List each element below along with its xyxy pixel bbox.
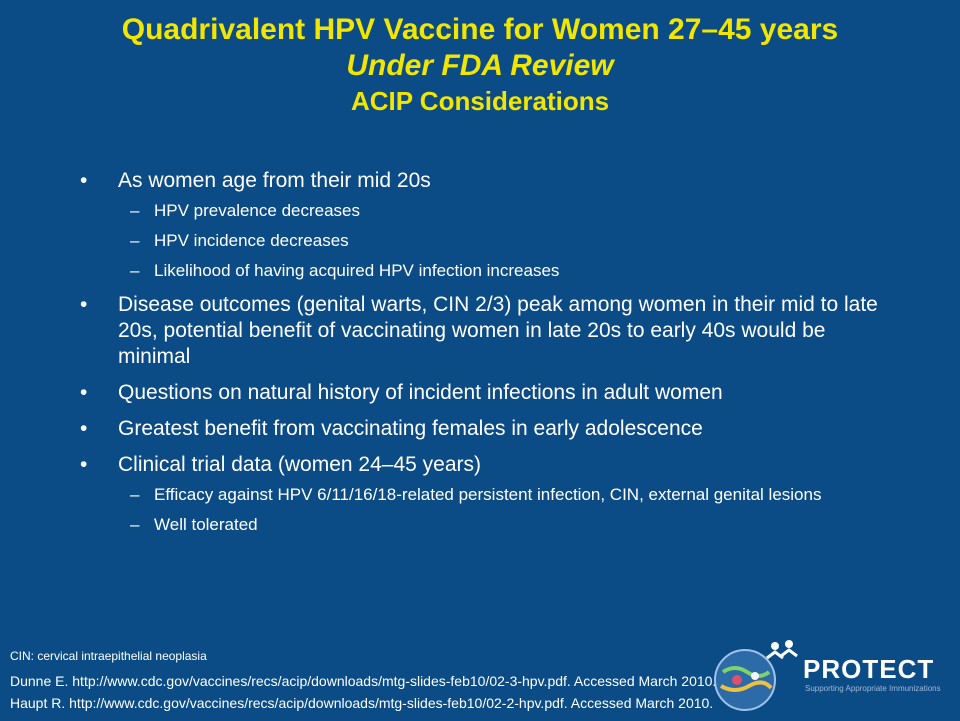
sub-bullet-item: – Well tolerated bbox=[118, 514, 890, 536]
logo-name: PROTECT bbox=[803, 654, 935, 684]
sub-bullet-item: – Efficacy against HPV 6/11/16/18-related persistent infection, CIN, external genital lesions bbox=[118, 484, 890, 506]
reference-item: Dunne E. http://www.cdc.gov/vaccines/recs/acip/downloads/mtg-slides-feb10/02-3-hpv.pdf. Accessed March 2010. bbox=[10, 673, 717, 689]
bullet-text: Questions on natural history of incident infections in adult women bbox=[118, 381, 723, 404]
sub-bullet-list bbox=[118, 484, 890, 536]
bullet-item bbox=[70, 380, 890, 406]
title-line-1: Quadrivalent HPV Vaccine for Women 27–45 years bbox=[121, 13, 839, 46]
bullet-list bbox=[70, 168, 890, 546]
sub-bullet-item: – HPV prevalence decreases bbox=[118, 200, 890, 222]
bullet-text: Greatest benefit from vaccinating females in early adolescence bbox=[118, 417, 703, 440]
title-line-2: Under FDA Review bbox=[346, 49, 614, 82]
sub-bullet-item: – Likelihood of having acquired HPV infection increases bbox=[118, 260, 890, 282]
logo-tagline: Supporting Appropriate Immunizations bbox=[805, 684, 941, 693]
bullet-item bbox=[70, 292, 890, 370]
sub-bullet-list bbox=[118, 200, 890, 282]
bullet-text: Clinical trial data (women 24–45 years) bbox=[118, 453, 481, 476]
references bbox=[10, 670, 955, 714]
bullet-item bbox=[70, 416, 890, 442]
bullet-text: As women age from their mid 20s bbox=[118, 169, 431, 192]
bullet-text: Disease outcomes (genital warts, CIN 2/3) peak among women in their mid to late 20s, potential benefit of vaccinating women in late 20s to early 40s would be minimal bbox=[118, 293, 878, 368]
reference-item: Haupt R. http://www.cdc.gov/vaccines/recs/acip/downloads/mtg-slides-feb10/02-2-hpv.pdf. Accessed March 2010. bbox=[10, 695, 714, 711]
footnote: CIN: cervical intraepithelial neoplasia bbox=[10, 649, 207, 663]
slide-title bbox=[0, 12, 960, 118]
sub-bullet-item: – HPV incidence decreases bbox=[118, 230, 890, 252]
title-line-3: ACIP Considerations bbox=[350, 86, 610, 116]
bullet-item bbox=[70, 168, 890, 282]
bullet-item bbox=[70, 452, 890, 536]
